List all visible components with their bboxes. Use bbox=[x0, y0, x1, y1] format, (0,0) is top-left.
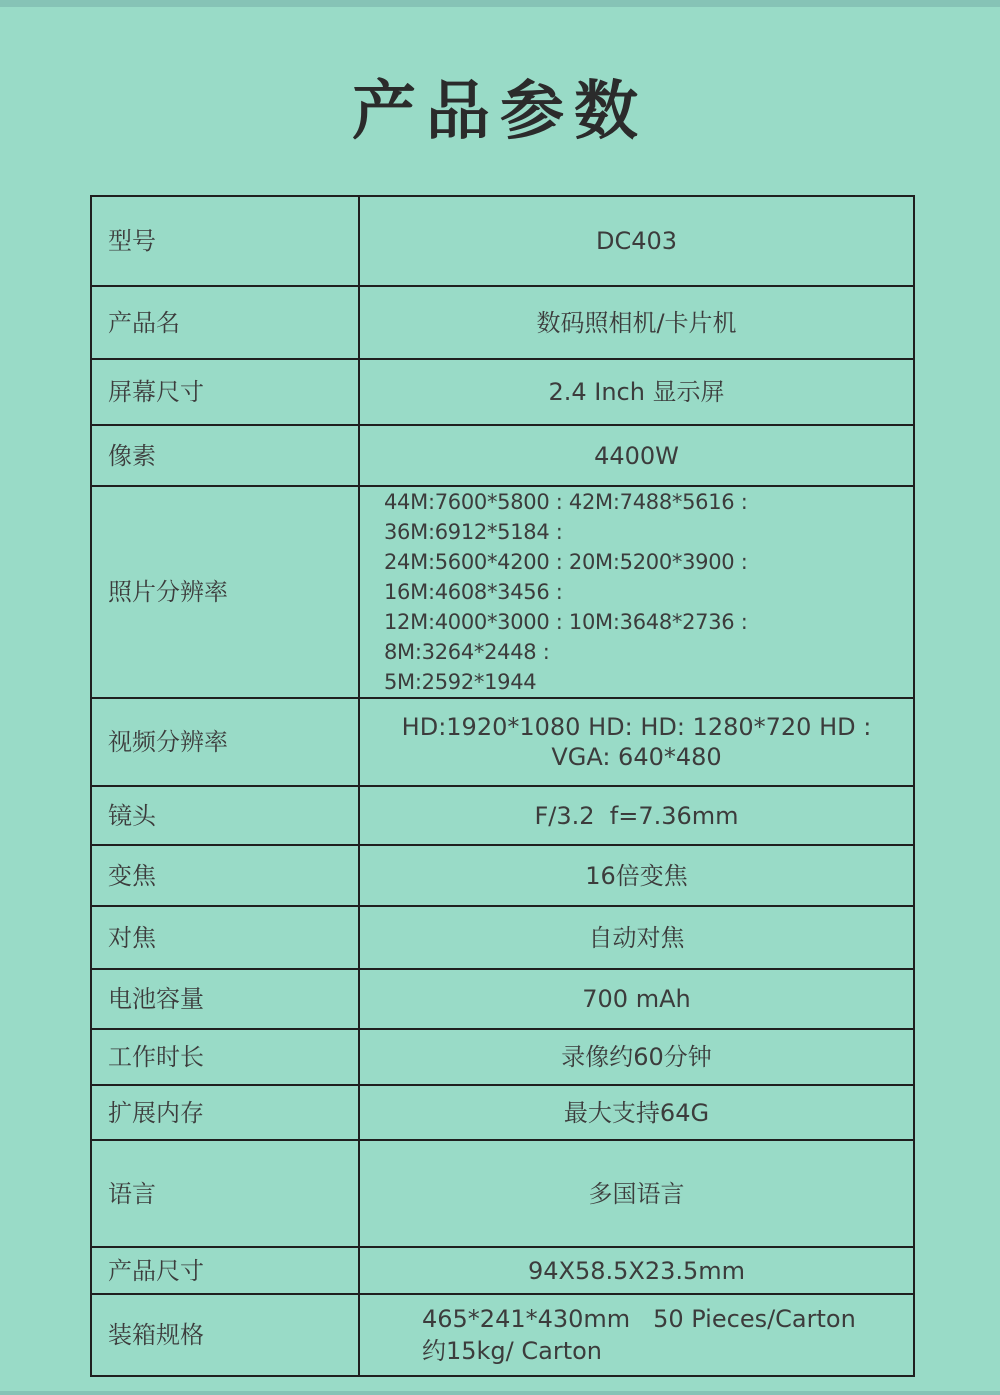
value-line: 44M:7600*5800 : 42M:7488*5616 : 36M:6912*5184 : bbox=[384, 490, 748, 544]
row-value bbox=[359, 698, 914, 786]
table-row-video-resolution bbox=[91, 698, 914, 786]
row-label: 型号 bbox=[91, 196, 359, 286]
row-label: 屏幕尺寸 bbox=[91, 359, 359, 425]
value-line: 约15kg/ Carton bbox=[422, 1337, 603, 1365]
row-label: 电池容量 bbox=[91, 969, 359, 1029]
top-decorative-strip bbox=[0, 0, 1000, 7]
table-row-battery bbox=[91, 969, 914, 1029]
table-row-pixels bbox=[91, 425, 914, 486]
table-row-screen-size bbox=[91, 359, 914, 425]
table-row-product-name bbox=[91, 286, 914, 359]
row-label: 产品名 bbox=[91, 286, 359, 359]
value-line: 24M:5600*4200 : 20M:5200*3900 : 16M:4608*3456 : bbox=[384, 550, 748, 604]
value-line: VGA: 640*480 bbox=[551, 743, 722, 771]
row-value: 录像约60分钟 bbox=[359, 1029, 914, 1085]
value-line: 5M:2592*1944 bbox=[384, 670, 537, 694]
table-row-language bbox=[91, 1140, 914, 1247]
row-label: 照片分辨率 bbox=[91, 486, 359, 698]
row-label: 语言 bbox=[91, 1140, 359, 1247]
bottom-decorative-strip bbox=[0, 1391, 1000, 1395]
table-row-packing bbox=[91, 1294, 914, 1376]
row-label: 视频分辨率 bbox=[91, 698, 359, 786]
row-value: 多国语言 bbox=[359, 1140, 914, 1247]
value-line: 12M:4000*3000 : 10M:3648*2736 : 8M:3264*2448 : bbox=[384, 610, 748, 664]
row-label: 像素 bbox=[91, 425, 359, 486]
table-row-lens bbox=[91, 786, 914, 845]
table-row-working-time bbox=[91, 1029, 914, 1085]
value-line: HD:1920*1080 HD: HD: 1280*720 HD : bbox=[401, 713, 872, 741]
row-label: 变焦 bbox=[91, 845, 359, 906]
row-label: 镜头 bbox=[91, 786, 359, 845]
row-label: 扩展内存 bbox=[91, 1085, 359, 1140]
row-label: 产品尺寸 bbox=[91, 1247, 359, 1294]
spec-table bbox=[90, 195, 915, 1377]
page-title: 产品参数 bbox=[352, 75, 648, 149]
row-value: 2.4 Inch 显示屏 bbox=[359, 359, 914, 425]
row-value: 自动对焦 bbox=[359, 906, 914, 969]
table-row-product-size bbox=[91, 1247, 914, 1294]
row-label: 装箱规格 bbox=[91, 1294, 359, 1376]
value-line: 465*241*430mm 50 Pieces/Carton bbox=[422, 1305, 856, 1333]
row-value bbox=[359, 1294, 914, 1376]
row-value: 94X58.5X23.5mm bbox=[359, 1247, 914, 1294]
row-value: 数码照相机/卡片机 bbox=[359, 286, 914, 359]
row-label: 工作时长 bbox=[91, 1029, 359, 1085]
table-row-memory bbox=[91, 1085, 914, 1140]
row-value: 最大支持64G bbox=[359, 1085, 914, 1140]
row-value bbox=[359, 486, 914, 698]
row-value: 16倍变焦 bbox=[359, 845, 914, 906]
row-value: F/3.2 f=7.36mm bbox=[359, 786, 914, 845]
row-value: DC403 bbox=[359, 196, 914, 286]
table-row-photo-resolution bbox=[91, 486, 914, 698]
table-row-focus bbox=[91, 906, 914, 969]
row-value: 700 mAh bbox=[359, 969, 914, 1029]
table-row-zoom bbox=[91, 845, 914, 906]
row-label: 对焦 bbox=[91, 906, 359, 969]
row-value: 4400W bbox=[359, 425, 914, 486]
table-row-model bbox=[91, 196, 914, 286]
